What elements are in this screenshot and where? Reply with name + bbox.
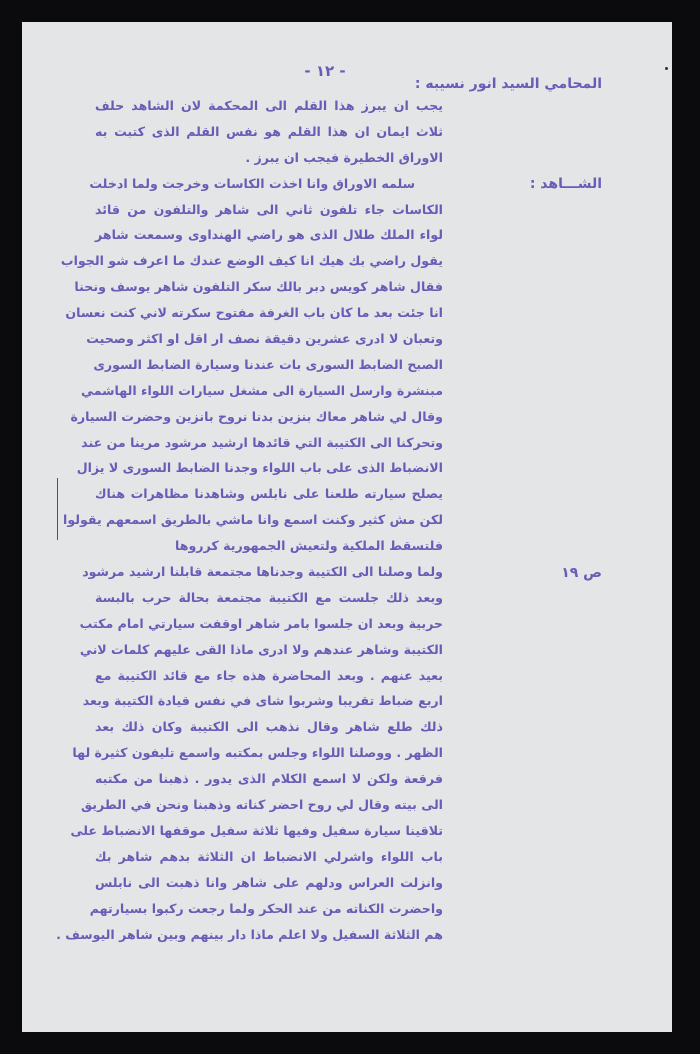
text-line: مبنشرة وارسل السيارة الى مشغل سيارات اللواء الهاشمي: [80, 382, 443, 398]
text-line: لواء الملك طلال الذى هو راضي الهنداوى وسمعت شاهر: [95, 227, 443, 243]
text-line: تلاقينا سيارة سفيل وفيها ثلاثة سفيل موقفها الانضباط على: [70, 822, 443, 838]
text-line: ثلاث ايمان ان هذا القلم هو نفس القلم الذى كتبت به: [95, 123, 443, 139]
text-line: حربية وبعد ان جلسوا بامر شاهر اوقفت سيارتي امام مكتب: [79, 615, 443, 631]
text-line: الكتيبة وشاهر عندهم ولا ادرى ماذا القى عليهم كلمات لاني: [79, 641, 443, 657]
text-line: ولما وصلنا الى الكتيبة وجدناها مجتمعة قابلنا ارشيد مرشود: [82, 564, 443, 580]
margin-line-mark: [57, 478, 58, 540]
text-line: فقال شاهر كويس دبر بالك سكر التلفون شاهر يوسف ونحنا: [74, 279, 443, 295]
text-line: فرقعة ولكن لا اسمع الكلام الذى يدور . ذهبنا من مكتبه: [95, 771, 443, 787]
text-line: وانزلت العراس ودلهم على شاهر وانا ذهبت الى نابلس: [95, 874, 443, 890]
text-line: الظهر . ووصلنا اللواء وجلس بمكتبه واسمع تليفون كثيرة لها: [72, 745, 443, 761]
speaker-witness-label: الشـــاهد :: [529, 176, 602, 192]
text-line: باب اللواء واشرلي الانضباط ان الثلاثة بدهم شاهر بك: [95, 848, 443, 864]
text-line: الصبح الضابط السورى بات عندنا وسيارة الضابط السورى: [93, 356, 443, 372]
text-line: يجب ان يبرز هذا القلم الى المحكمة لان الشاهد حلف: [95, 98, 443, 113]
text-line: فلتسقط الملكية ولتعيش الجمهورية كرروها: [175, 538, 443, 554]
text-line: سلمه الاوراق وانا اخذت الكاسات وخرجت ولما ادخلت: [89, 175, 415, 191]
text-line: الاوراق الخطيرة فيجب ان يبرز .: [245, 149, 443, 165]
text-line: واحضرت الكناته من عند الحكر ولما رجعت ركبوا بسيارتهم: [89, 900, 443, 916]
page-number: - ١٢ -: [304, 62, 346, 80]
text-line: يقول راضي بك هيك انا كيف الوضع عندك ما اعرف شو الجواب: [60, 253, 443, 269]
text-line: وتحركنا الى الكتيبة التي قائدها ارشيد مرشود مرينا من عند: [81, 434, 443, 450]
testimony-text: [56, 93, 443, 947]
page-reference-label: ص ١٩: [561, 565, 602, 581]
text-line: الى بيته وقال لي روح احضر كناته وذهبنا ونحن في الطريق: [80, 797, 443, 813]
speaker-lawyer-label: المحامي السيد انور نسيبه :: [414, 76, 602, 92]
text-line: بعيد عنهم . وبعد المحاضرة هذه جاء مع قائد الكتيبة مع: [95, 667, 443, 683]
text-line: انا جئت بعد ما كان باب الغرفة مفتوح سكرته لاني كنت نعسان: [65, 305, 443, 321]
text-line: الكاسات جاء تلفون ثاني الى شاهر والتلفون من قائد: [95, 201, 443, 217]
text-line: يصلح سيارته طلعنا على نابلس وشاهدنا مظاهرات هناك: [95, 486, 443, 502]
text-line: لكن مش كثير وكنت اسمع وانا ماشي بالطريق اسمعهم يقولوا: [63, 512, 443, 528]
text-line: وقال لي شاهر معاك بنزين بدنا نروح بانزين وحضرت السيارة: [70, 408, 443, 424]
text-line: اربع ضباط تقريبا وشربوا شاى في نفس قيادة الكتيبة وبعد: [82, 693, 443, 709]
text-line: ذلك طلع شاهر وقال نذهب الى الكتيبة وكان ذلك بعد: [95, 719, 443, 735]
text-line: الانضباط الذى على باب اللواء وجدنا الضابط السورى لا يزال: [76, 460, 443, 476]
speck-mark: [665, 67, 668, 70]
text-line: هم الثلاثة السفيل ولا اعلم ماذا دار بينهم وبين شاهر اليوسف .: [56, 926, 443, 942]
text-line: وتعبان لا ادرى عشرين دقيقة نصف ار اقل او اكثر وصحيت: [86, 331, 443, 347]
text-line: وبعد ذلك جلست مع الكتيبة مجتمعة بحالة حرب بالبسة: [95, 589, 443, 605]
